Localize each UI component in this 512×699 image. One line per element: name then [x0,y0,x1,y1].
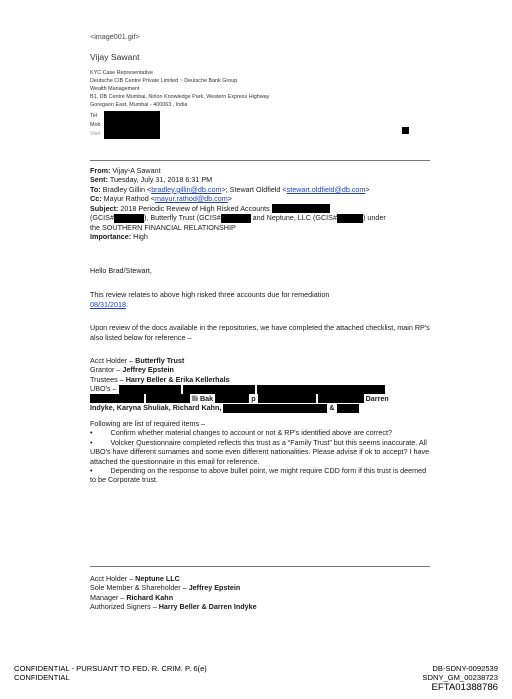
bullet-icon: • [90,437,93,447]
confidential-notice-2: CONFIDENTIAL [14,673,70,683]
manager-line: Manager – Richard Kahn [90,592,174,602]
signature-company: Deutsche CIB Centre Private Limited ~ Deutsche Bank Group [90,78,238,84]
email-body [90,266,430,485]
bullet-item-2: • Volcker Questionnaire completed reflects this trust as a “Family Trust” but this seems inaccurate. All UBO's have different surnames and some even different nationalities. Please advise if ok to accept? I have attached the questionnaire in this email for reference. [90,437,430,466]
sent-line: Sent: Tuesday, July 31, 2018 6:31 PM [90,175,213,185]
importance-line: Importance: High [90,232,148,242]
email-link-stewart[interactable]: stewart.oldfield@db.com [286,184,366,194]
subject-redaction-3 [221,214,251,223]
bates-number-2: SDNY_GM_00238723 [422,673,498,683]
signature-division: Wealth Management [90,86,140,92]
section-divider [90,566,430,567]
subject-redaction-1 [272,204,330,213]
acct-holder-butterfly: Acct Holder – Butterfly Trust [90,356,185,366]
header-divider [90,160,430,161]
trustees-line: Trustees – Harry Beller & Erika Kellerhals [90,374,230,384]
signature-mob-label: Mob [90,122,101,128]
subject-redaction-4 [337,214,363,223]
greeting: Hello Brad/Stewart, [90,266,152,275]
sole-member-line: Sole Member & Shareholder – Jeffrey Epstein [90,583,241,593]
image-placeholder: <image001.gif> [90,32,140,41]
required-items-intro: Following are list of required items – [90,419,206,429]
signature-visit-label: Visit [90,131,101,137]
signature-name: Vijay Sawant [90,52,140,62]
bullet-item-1: • Confirm whether material changes to account or not & RP's identified above are correct? [90,428,392,438]
subject-line-2: (GCIS# ), Butterfly Trust (GCIS# and Neptune, LLC (GCIS# ) under [90,213,386,223]
sent-value: Tuesday, July 31, 2018 6:31 PM [109,175,213,185]
ubo-line-3: Indyke, Karyna Shuliak, Richard Kahn, & [90,403,430,413]
bullet-icon: • [90,428,93,438]
from-line: From: Vijay-A Sawant [90,166,161,175]
signature-address-line2: Goregaon East, Mumbai - 400063 , India [90,102,188,108]
acct-holder-neptune: Acct Holder – Neptune LLC [90,574,180,583]
bullet-icon: • [90,466,93,476]
bullet-item-3: • Depending on the response to above bullet point, we might require CDD form if this trust is deemed to be Corporate trust. [90,466,427,485]
from-value: Vijay-A Sawant [112,166,161,175]
subject-line-1: Subject: 2018 Periodic Review of High Risked Accounts [90,204,430,214]
bates-number-3: EFTA01388786 [431,682,498,694]
paragraph-review: Upon review of the docs available in the repositories, we have completed the attached checklist, main RP's also listed below for reference – [90,323,430,342]
footer-right [422,664,498,693]
signature-contact-redaction [104,111,160,139]
ubo-line-2: lli Bak p Darren [90,394,430,404]
bates-number-1: DB-SDNY-0092539 [432,664,498,673]
subject-redaction-2 [114,214,144,223]
remediation-date: 08/31/2018 [90,299,126,309]
email-link-bradley[interactable]: bradley.gillin@db.com [151,184,222,194]
grantor-line: Grantor – Jeffrey Epstein [90,365,174,375]
cc-line: Cc: Mayur Rathod <mayur.rathod@db.com> [90,194,232,204]
ubo-line-1: UBO's – [90,384,430,394]
email-header [90,166,430,242]
small-redaction-mark [402,127,409,134]
importance-value: High [133,232,148,242]
authorized-signers-line: Authorized Signers – Harry Beller & Darren Indyke [90,602,257,612]
signature-title: KYC Case Representative [90,70,153,76]
neptune-section [90,574,430,612]
confidential-notice-1: CONFIDENTIAL - PURSUANT TO FED. R. CRIM. P. 6(e) [14,664,207,673]
signature-address-line1: B1, DB Centre Mumbai, Nirlon Knowledge Park, Western Express Highway [90,94,270,100]
signature-tel-label: Tel [90,113,97,119]
to-line: To: Bradley Gillin <bradley.gillin@db.com>; Stewart Oldfield <stewart.oldfield@db.com> [90,184,370,194]
email-link-mayur[interactable]: mayur.rathod@db.com [154,194,228,204]
subject-line-3: the SOUTHERN FINANCIAL RELATIONSHIP [90,222,236,232]
footer-left [14,664,207,682]
paragraph-remediation: This review relates to above high risked three accounts due for remediation 08/31/2018. [90,290,330,309]
